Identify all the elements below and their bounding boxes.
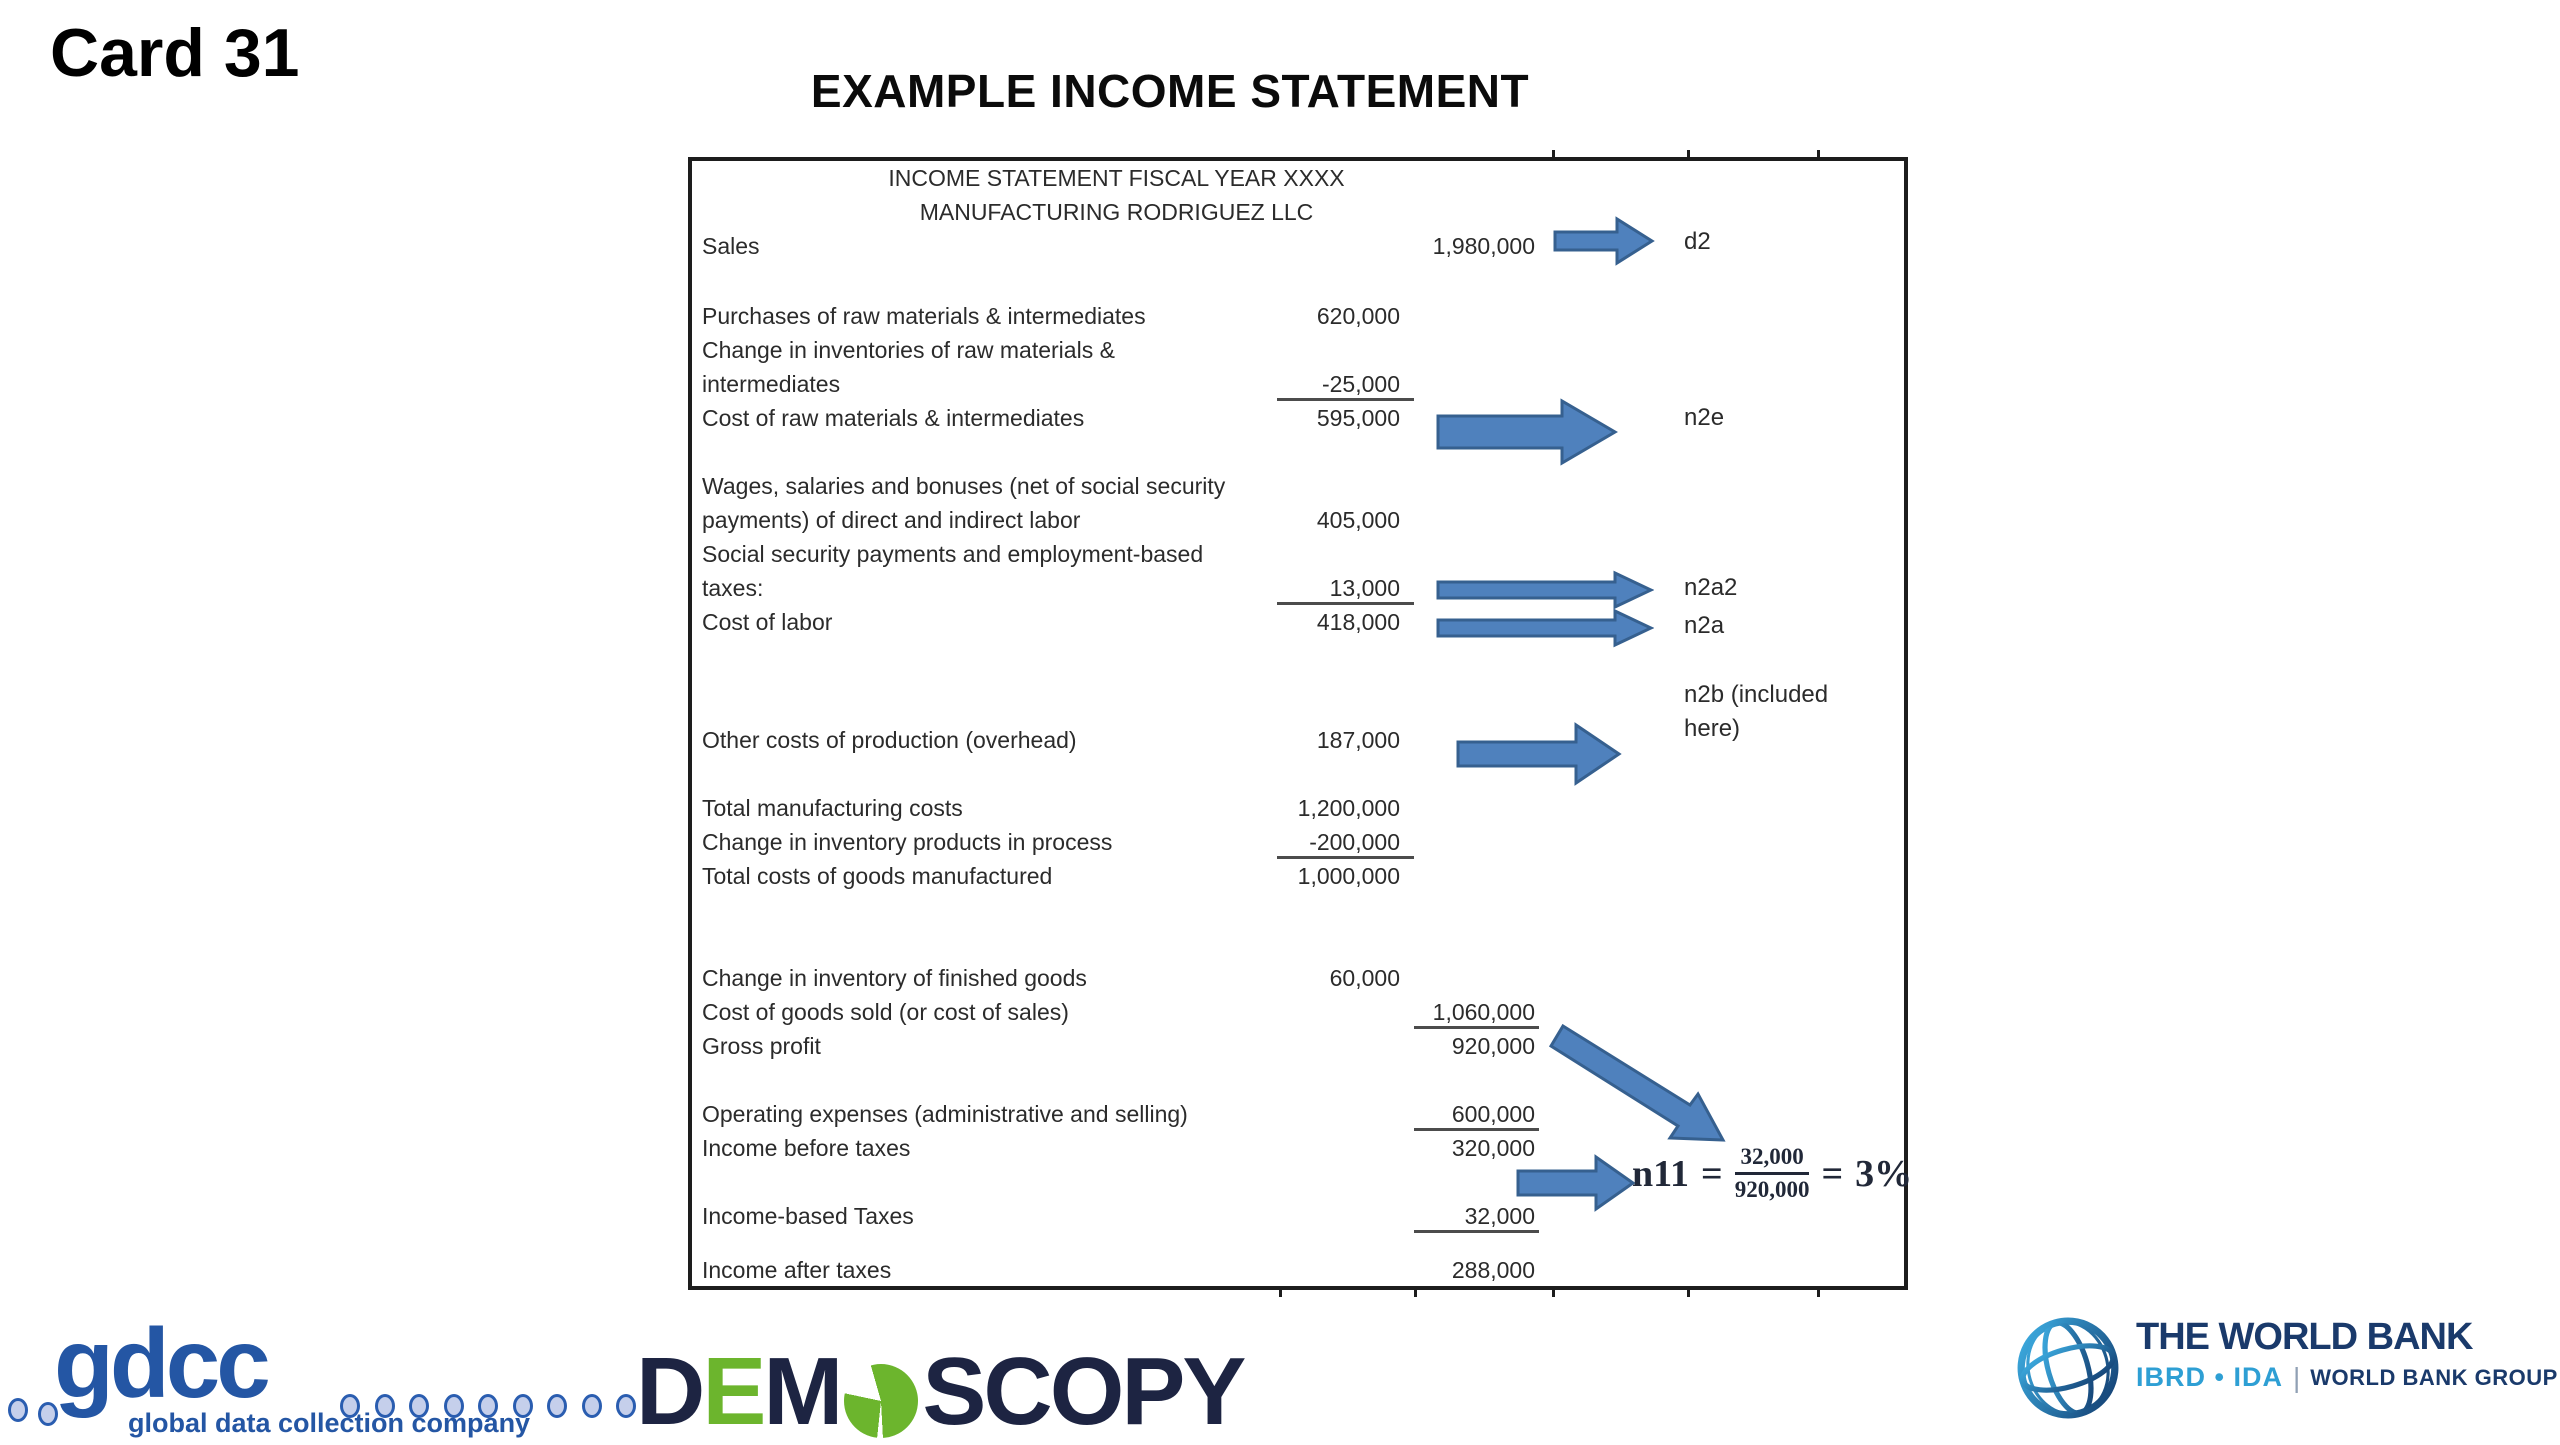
demoscopy-letter-d: D <box>636 1344 702 1440</box>
col1-value: -200,000 <box>692 825 1400 859</box>
formula-fraction <box>1735 1144 1810 1204</box>
pie-chart-o-icon <box>844 1364 918 1438</box>
row-label: Income-based Taxes <box>702 1199 914 1233</box>
table-row <box>692 299 1904 333</box>
demoscopy-logo <box>636 1344 1243 1440</box>
formula-denominator: 920,000 <box>1735 1177 1810 1203</box>
row-label: Change in inventory of finished goods <box>702 961 1087 995</box>
annotation-n2e: n2e <box>1684 404 1724 432</box>
col1-value: 405,000 <box>692 503 1400 537</box>
worldbank-logo <box>2016 1316 2558 1420</box>
gdcc-dot <box>547 1394 567 1418</box>
worldbank-subtitle <box>2136 1362 2558 1394</box>
gdcc-wordmark: gdcc <box>54 1314 267 1412</box>
annotation-n2a: n2a <box>1684 612 1724 640</box>
table-row <box>692 367 1904 401</box>
row-label: Cost of labor <box>702 605 832 639</box>
row-label: Wages, salaries and bonuses (net of social security <box>702 469 1225 503</box>
table-row <box>692 1199 1904 1233</box>
row-label: taxes: <box>702 571 763 605</box>
row-gap <box>692 1233 1904 1253</box>
formula-lhs: n11 <box>1632 1152 1689 1196</box>
col1-value: 418,000 <box>692 605 1400 639</box>
table-row <box>692 961 1904 995</box>
col1-value: 1,200,000 <box>692 791 1400 825</box>
row-label: Change in inventories of raw materials & <box>702 333 1115 367</box>
col1-value: 187,000 <box>692 723 1400 757</box>
table-row <box>692 859 1904 893</box>
statement-title: EXAMPLE INCOME STATEMENT <box>770 64 1570 118</box>
right-arrow-icon-n11 <box>1516 1154 1636 1212</box>
row-label: Total manufacturing costs <box>702 791 963 825</box>
table-row <box>692 1253 1904 1287</box>
col2-value: 320,000 <box>692 1131 1535 1165</box>
table-row <box>692 791 1904 825</box>
worldbank-divider: | <box>2293 1362 2300 1394</box>
annotation-n2a2: n2a2 <box>1684 574 1737 602</box>
border-tick <box>1687 1288 1690 1297</box>
worldbank-text <box>2136 1316 2558 1394</box>
border-tick <box>1552 1288 1555 1297</box>
gdcc-tagline: global data collection company <box>128 1408 530 1439</box>
col2-value: 920,000 <box>692 1029 1535 1063</box>
row-gap <box>692 263 1904 299</box>
border-tick <box>1552 150 1555 159</box>
formula-numerator: 32,000 <box>1740 1144 1803 1170</box>
col1-value: 13,000 <box>692 571 1400 605</box>
annotation-n2b-line1: n2b (included <box>1684 681 1828 709</box>
row-label: Income before taxes <box>702 1131 910 1165</box>
row-label: Cost of goods sold (or cost of sales) <box>702 995 1069 1029</box>
border-tick <box>1687 150 1690 159</box>
n11-formula <box>1632 1144 1912 1204</box>
card-title: Card 31 <box>50 14 299 92</box>
annotation-d2: d2 <box>1684 228 1711 256</box>
formula-result: 3% <box>1855 1152 1912 1196</box>
row-label: Change in inventory products in process <box>702 825 1112 859</box>
formula-equals-2: = <box>1821 1152 1843 1196</box>
col1-value: 595,000 <box>692 401 1400 435</box>
gdcc-dot <box>8 1398 28 1422</box>
border-tick <box>1817 1288 1820 1297</box>
table-row <box>692 469 1904 503</box>
border-tick <box>1414 1288 1417 1297</box>
demoscopy-suffix: SCOPY <box>922 1344 1243 1440</box>
col1-value: -25,000 <box>692 367 1400 401</box>
diagonal-arrow-icon <box>1545 1022 1735 1148</box>
worldbank-ibrd-ida: IBRD • IDA <box>2136 1362 2283 1393</box>
col2-value: 600,000 <box>692 1097 1535 1131</box>
header-text: INCOME STATEMENT FISCAL YEAR XXXX <box>692 161 1541 195</box>
gdcc-dot <box>616 1394 636 1418</box>
row-gap <box>692 757 1904 791</box>
col2-value: 1,980,000 <box>692 229 1535 263</box>
right-arrow-icon-n2e <box>1436 398 1618 466</box>
demoscopy-letter-m: M <box>763 1344 840 1440</box>
border-tick <box>1817 150 1820 159</box>
sum-underline <box>1414 1230 1539 1233</box>
row-label: Purchases of raw materials & intermediates <box>702 299 1146 333</box>
right-arrow-icon-n2b <box>1456 722 1622 786</box>
header-text: MANUFACTURING RODRIGUEZ LLC <box>692 195 1541 229</box>
right-arrow-icon-d2 <box>1553 216 1655 266</box>
col1-value: 60,000 <box>692 961 1400 995</box>
row-label: payments) of direct and indirect labor <box>702 503 1080 537</box>
row-label: Operating expenses (administrative and selling) <box>702 1097 1188 1131</box>
right-arrow-icon-n2a2 <box>1436 570 1654 610</box>
row-label: Total costs of goods manufactured <box>702 859 1052 893</box>
table-row <box>692 229 1904 263</box>
row-label: Income after taxes <box>702 1253 891 1287</box>
fraction-bar <box>1735 1172 1810 1175</box>
annotation-n2b-line2: here) <box>1684 715 1740 743</box>
table-row <box>692 503 1904 537</box>
border-tick <box>1279 1288 1282 1297</box>
col2-value: 1,060,000 <box>692 995 1535 1029</box>
row-gap <box>692 435 1904 469</box>
table-row <box>692 537 1904 571</box>
row-label: Gross profit <box>702 1029 821 1063</box>
row-label: Social security payments and employment-based <box>702 537 1203 571</box>
right-arrow-icon-n2a <box>1436 608 1654 648</box>
worldbank-group: WORLD BANK GROUP <box>2310 1365 2558 1391</box>
col1-value: 620,000 <box>692 299 1400 333</box>
col2-value: 288,000 <box>692 1253 1535 1287</box>
demoscopy-letter-e: E <box>702 1344 763 1440</box>
header-row <box>692 195 1904 229</box>
row-gap <box>692 893 1904 961</box>
row-label: Cost of raw materials & intermediates <box>702 401 1084 435</box>
header-row <box>692 161 1904 195</box>
table-row <box>692 333 1904 367</box>
col1-value: 1,000,000 <box>692 859 1400 893</box>
row-label: intermediates <box>702 367 840 401</box>
gdcc-dot <box>582 1394 602 1418</box>
globe-icon <box>2016 1316 2120 1420</box>
worldbank-title: THE WORLD BANK <box>2136 1316 2558 1360</box>
formula-equals-1: = <box>1701 1152 1723 1196</box>
table-row <box>692 825 1904 859</box>
row-label: Sales <box>702 229 760 263</box>
col2-value: 32,000 <box>692 1199 1535 1233</box>
row-label: Other costs of production (overhead) <box>702 723 1077 757</box>
